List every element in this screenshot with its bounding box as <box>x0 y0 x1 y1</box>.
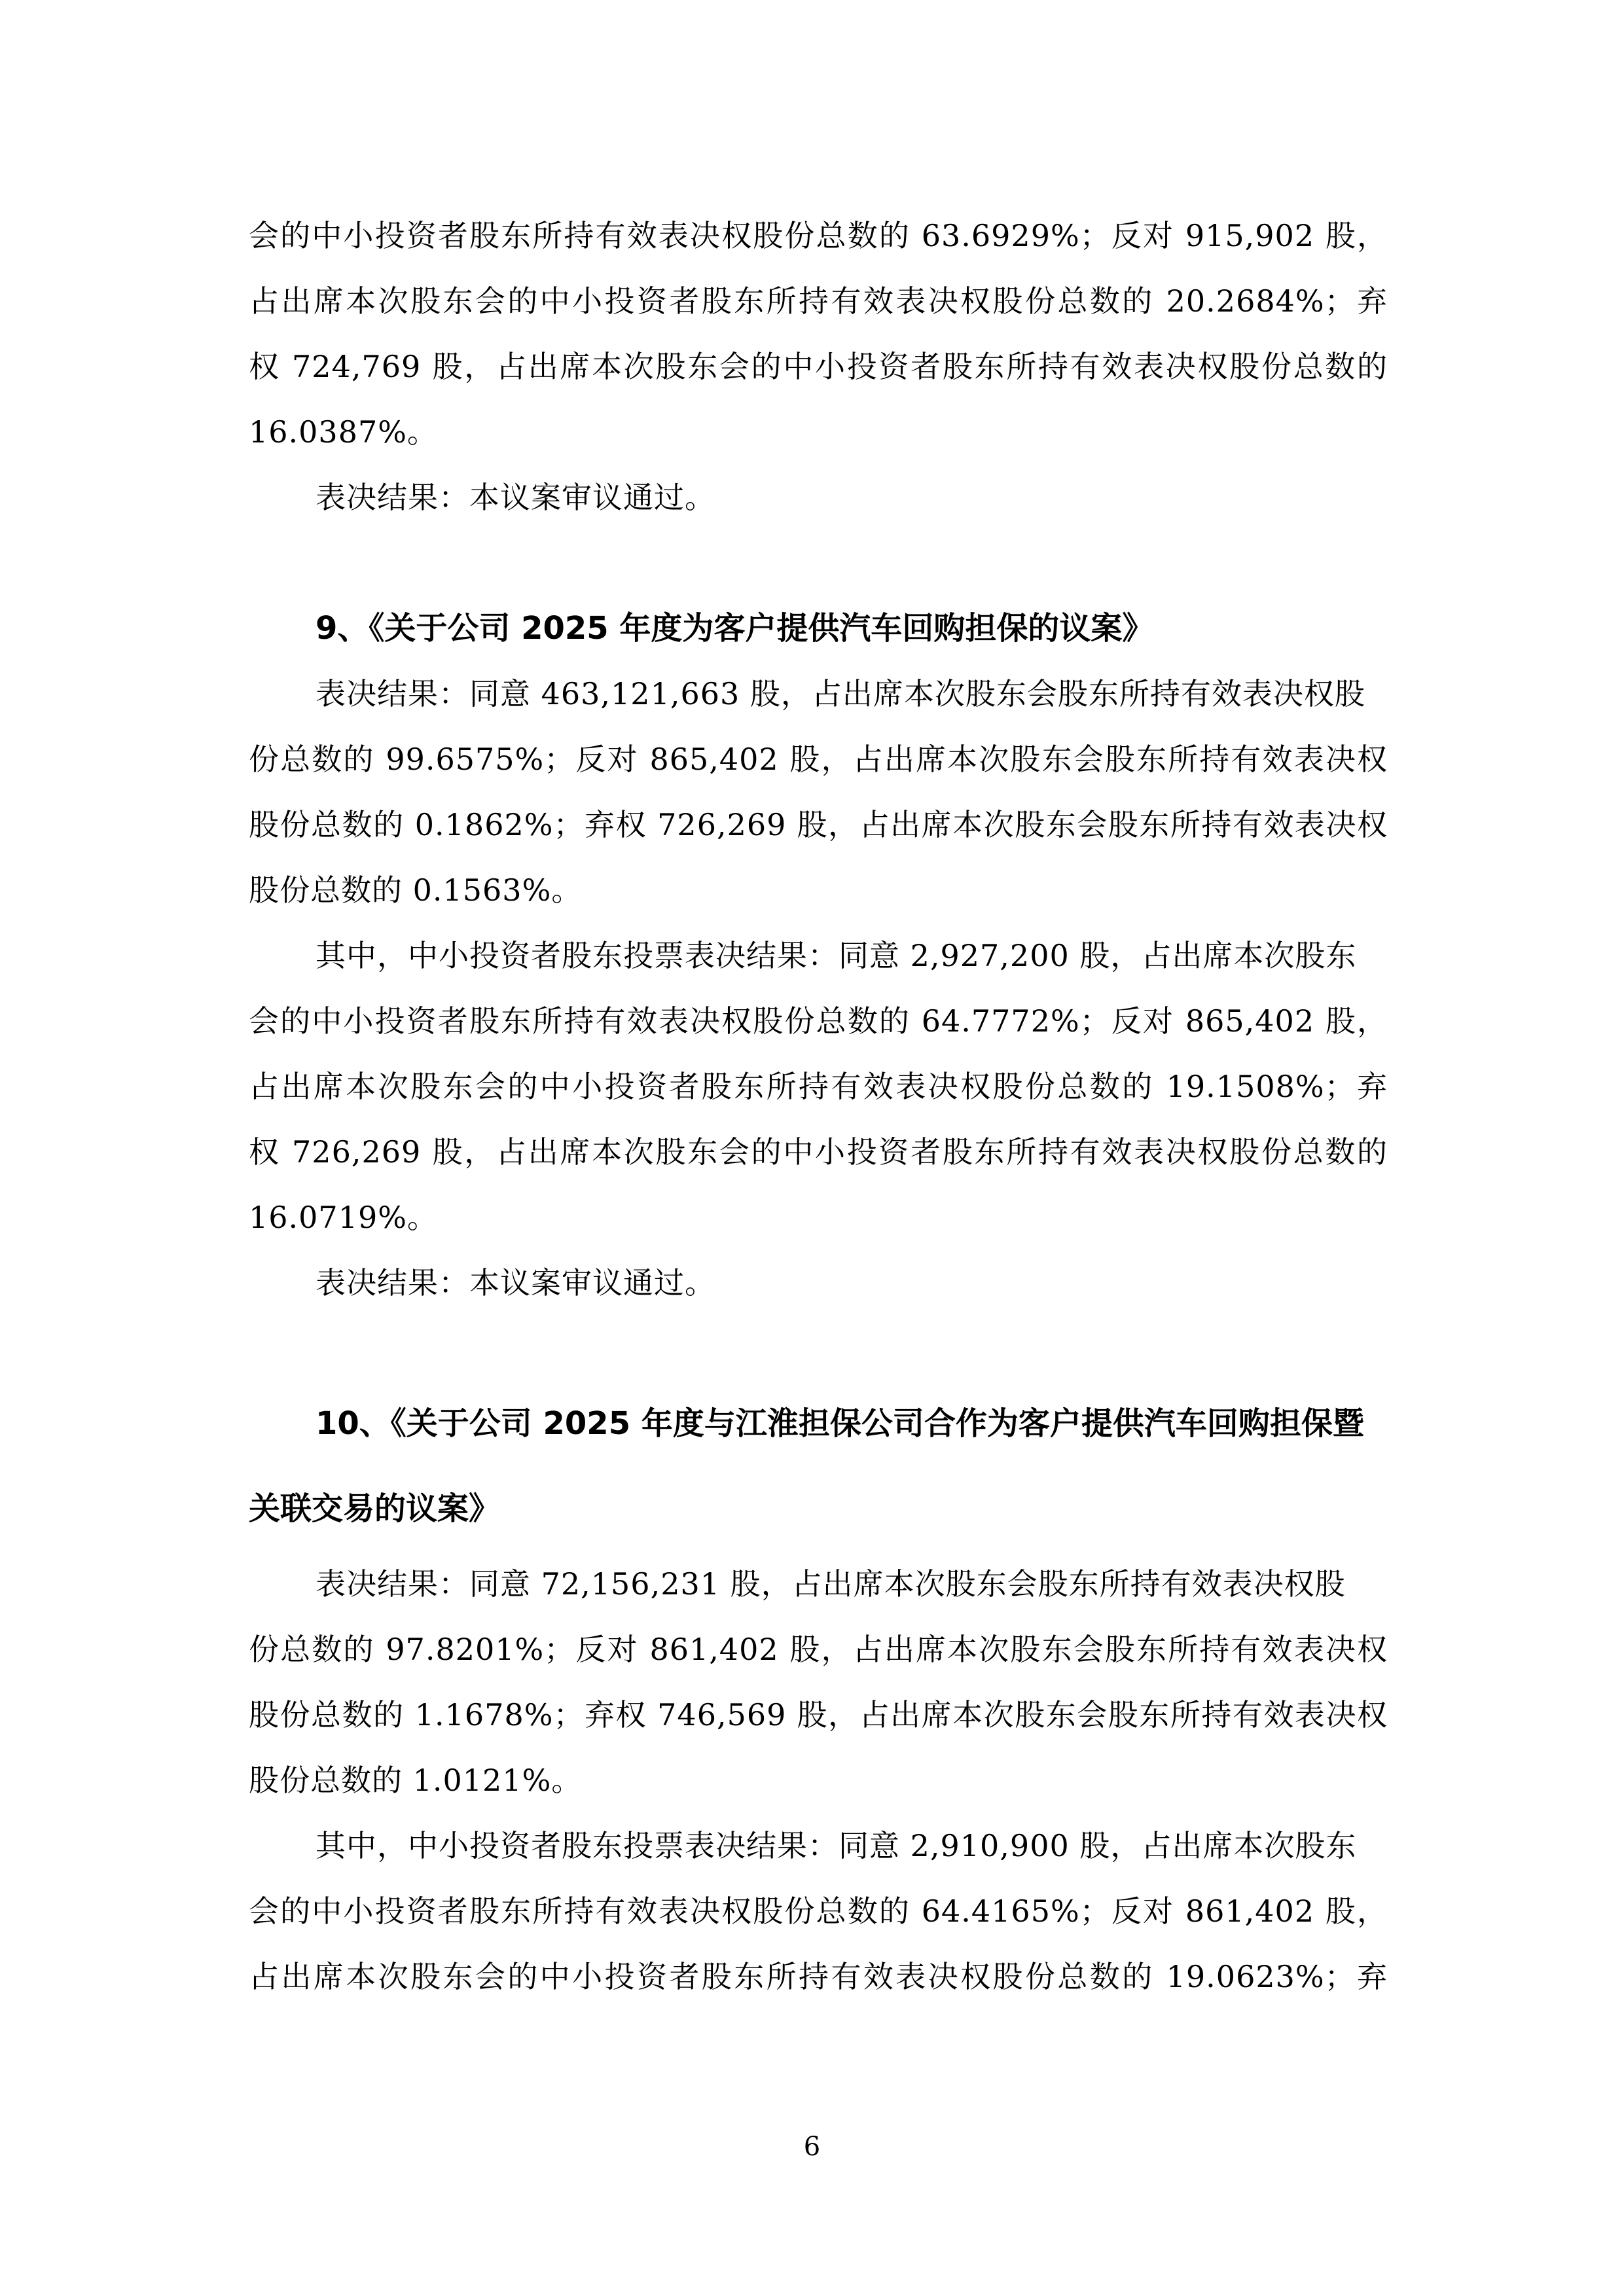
body-line: 表决结果：同意 72,156,231 股，占出席本次股东会股东所持有效表决权股 <box>316 1566 1346 1602</box>
section-gap <box>249 1316 1388 1381</box>
body-line: 权 724,769 股，占出席本次股东会的中小投资者股东所持有效表决权股份总数的 <box>249 349 1388 384</box>
body-line: 表决结果：同意 463,121,663 股，占出席本次股东会股东所持有效表决权股 <box>316 676 1365 711</box>
page-number: 6 <box>803 2132 821 2162</box>
body-line: 份总数的 97.8201%；反对 861,402 股，占出席本次股东会股东所持有效表决权 <box>249 1632 1388 1667</box>
body-line: 16.0719%。 <box>249 1200 438 1235</box>
body-line: 股份总数的 1.0121%。 <box>249 1763 583 1798</box>
proposal-heading-9: 9、《关于公司 2025 年度为客户提供汽车回购担保的议案》 <box>316 610 1154 647</box>
proposal-heading-10: 10、《关于公司 2025 年度与江淮担保公司合作为客户提供汽车回购担保暨 <box>316 1405 1364 1442</box>
body-line: 会的中小投资者股东所持有效表决权股份总数的 64.7772%；反对 865,402 股， <box>249 1003 1388 1039</box>
body-line: 股份总数的 0.1563%。 <box>249 872 583 908</box>
body-line: 股份总数的 0.1862%；弃权 726,269 股，占出席本次股东会股东所持有效表决权 <box>249 807 1388 842</box>
body-line: 份总数的 99.6575%；反对 865,402 股，占出席本次股东会股东所持有效表决权 <box>249 742 1388 777</box>
body-line: 16.0387%。 <box>249 414 438 450</box>
body-line: 占出席本次股东会的中小投资者股东所持有效表决权股份总数的 19.1508%；弃 <box>249 1069 1388 1104</box>
body-line: 占出席本次股东会的中小投资者股东所持有效表决权股份总数的 19.0623%；弃 <box>249 1959 1388 1994</box>
body-line: 权 726,269 股，占出席本次股东会的中小投资者股东所持有效表决权股份总数的 <box>249 1134 1388 1170</box>
proposal-heading-10-cont: 关联交易的议案》 <box>249 1490 501 1527</box>
document-body <box>249 203 1388 2009</box>
body-line: 占出席本次股东会的中小投资者股东所持有效表决权股份总数的 20.2684%；弃 <box>249 283 1388 319</box>
body-line: 股份总数的 1.1678%；弃权 746,569 股，占出席本次股东会股东所持有效表决权 <box>249 1697 1388 1732</box>
vote-result-line: 表决结果：本议案审议通过。 <box>316 480 715 515</box>
body-line: 其中，中小投资者股东投票表决结果：同意 2,927,200 股，占出席本次股东 <box>316 938 1357 973</box>
body-line: 会的中小投资者股东所持有效表决权股份总数的 63.6929%；反对 915,902 股， <box>249 218 1388 253</box>
section-gap <box>249 530 1388 596</box>
body-line: 其中，中小投资者股东投票表决结果：同意 2,910,900 股，占出席本次股东 <box>316 1828 1357 1863</box>
body-line: 会的中小投资者股东所持有效表决权股份总数的 64.4165%；反对 861,402 股， <box>249 1893 1388 1929</box>
vote-result-line: 表决结果：本议案审议通过。 <box>316 1265 715 1300</box>
